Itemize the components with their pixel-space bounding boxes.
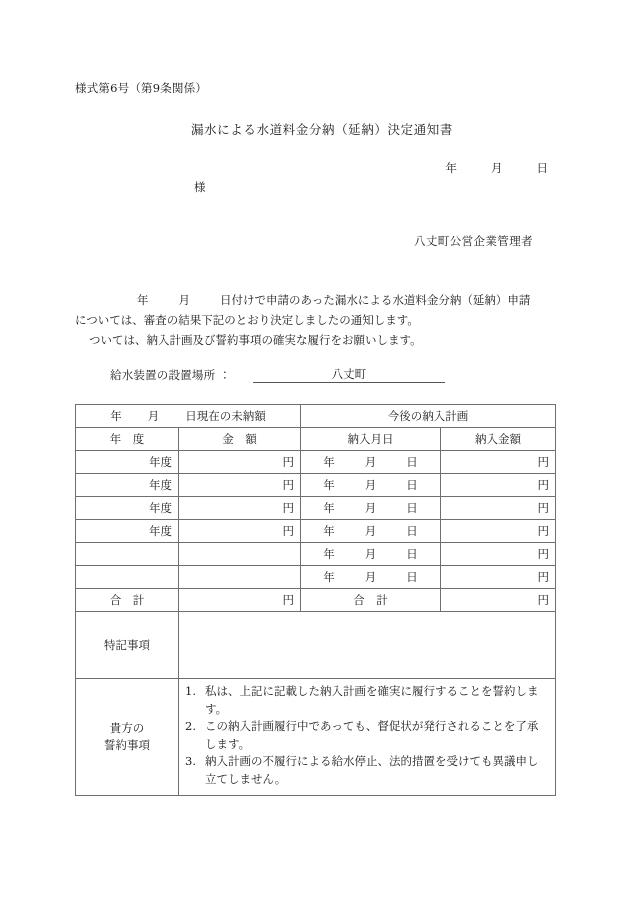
cell-date-year: 年 <box>323 455 335 469</box>
cell-date-year: 年 <box>323 570 335 584</box>
issue-date-month: 月 <box>491 161 503 175</box>
cell-amount[interactable] <box>179 543 301 566</box>
special-notes-row <box>76 612 556 679</box>
table-row[interactable] <box>76 520 556 543</box>
cell-fiscal-year[interactable]: 年度 <box>76 474 179 497</box>
cell-payment-amount[interactable]: 円 <box>441 543 556 566</box>
cell-amount[interactable]: 円 <box>179 520 301 543</box>
cell-amount[interactable]: 円 <box>179 497 301 520</box>
table-row[interactable] <box>76 451 556 474</box>
document-title: 漏水による水道料金分納（延納）決定通知書 <box>190 122 453 137</box>
header-unpaid-amount <box>76 405 301 428</box>
pledge-label <box>76 679 179 796</box>
cell-fiscal-year[interactable] <box>76 566 179 589</box>
cell-fiscal-year[interactable]: 年度 <box>76 451 179 474</box>
table-row[interactable] <box>76 566 556 589</box>
table-row[interactable] <box>76 474 556 497</box>
pledge-row <box>76 679 556 796</box>
cell-payment-amount[interactable]: 円 <box>441 474 556 497</box>
pledge-item-number: 3. <box>185 754 196 768</box>
table-row[interactable] <box>76 543 556 566</box>
issuer-name: 八丈町公営企業管理者 <box>414 234 533 248</box>
cell-payment-date[interactable] <box>301 520 441 543</box>
cell-payment-amount[interactable]: 円 <box>441 451 556 474</box>
cell-date-year: 年 <box>323 478 335 492</box>
header-unpaid-rest: 日現在の未納額 <box>185 409 266 423</box>
table-total-row <box>76 589 556 612</box>
cell-date-month: 月 <box>364 547 377 561</box>
cell-payment-date[interactable] <box>301 474 441 497</box>
cell-payment-amount[interactable]: 円 <box>441 520 556 543</box>
supply-location-row <box>110 367 445 383</box>
table-column-header-row <box>76 428 556 451</box>
cell-date-day: 日 <box>406 547 418 561</box>
header-unpaid-year: 年 <box>110 409 122 423</box>
cell-fiscal-year[interactable] <box>76 543 179 566</box>
header-fiscal-year: 年 度 <box>76 428 179 451</box>
cell-payment-date[interactable] <box>301 497 441 520</box>
cell-amount[interactable]: 円 <box>179 474 301 497</box>
cell-date-year: 年 <box>323 547 335 561</box>
addressee-honorific: 様 <box>194 180 206 194</box>
pledge-label-line-1: 貴方の <box>109 721 145 735</box>
cell-payment-date[interactable] <box>301 543 441 566</box>
cell-date-month: 月 <box>364 501 377 515</box>
cell-date-month: 月 <box>364 478 377 492</box>
header-future-plan: 今後の納入計画 <box>301 405 556 428</box>
table-row[interactable] <box>76 497 556 520</box>
pledge-item <box>185 753 547 788</box>
application-date-month: 月 <box>178 293 190 307</box>
header-payment-date: 納入月日 <box>301 428 441 451</box>
total-amount-right[interactable]: 円 <box>441 589 556 612</box>
cell-fiscal-year[interactable]: 年度 <box>76 520 179 543</box>
application-date-rest: 日付けで申請のあった漏水による水道料金分納（延納）申請 <box>220 293 531 307</box>
cell-date-day: 日 <box>406 524 418 538</box>
pledge-item-number: 1. <box>185 684 196 698</box>
header-unpaid-month: 月 <box>147 409 160 423</box>
header-payment-amount: 納入金額 <box>441 428 556 451</box>
form-number: 様式第6号（第9条関係） <box>75 81 208 95</box>
total-label-right: 合 計 <box>301 589 441 612</box>
body-line-2: については、審査の結果下記のとおり決定しましたの通知します。 <box>75 313 419 327</box>
total-label-left: 合 計 <box>76 589 179 612</box>
cell-date-year: 年 <box>323 501 335 515</box>
header-amount: 金 額 <box>179 428 301 451</box>
body-text <box>75 290 555 350</box>
supply-location-label: 給水装置の設置場所 ： <box>110 368 231 382</box>
cell-date-day: 日 <box>406 455 418 469</box>
pledge-item-text: 納入計画の不履行による給水停止、法的措置を受けても異議申し立てしません。 <box>205 754 539 786</box>
cell-date-day: 日 <box>406 478 418 492</box>
cell-date-day: 日 <box>406 501 418 515</box>
cell-date-day: 日 <box>406 570 418 584</box>
cell-date-month: 月 <box>364 524 377 538</box>
cell-date-month: 月 <box>364 455 377 469</box>
issue-date <box>446 160 549 176</box>
total-amount-left[interactable]: 円 <box>179 589 301 612</box>
pledge-content <box>179 679 556 796</box>
table-group-header-row <box>76 405 556 428</box>
payment-plan-table <box>75 404 556 796</box>
pledge-label-line-2: 誓約事項 <box>104 738 150 752</box>
cell-date-month: 月 <box>364 570 377 584</box>
pledge-item-text: 私は、上記に記載した納入計画を確実に履行することを誓約します。 <box>205 684 539 716</box>
cell-fiscal-year[interactable]: 年度 <box>76 497 179 520</box>
cell-date-year: 年 <box>323 524 335 538</box>
cell-amount[interactable] <box>179 566 301 589</box>
special-notes-label: 特記事項 <box>76 612 179 679</box>
body-line-3: ついては、納入計画及び誓約事項の確実な履行をお願いします。 <box>89 333 422 347</box>
cell-payment-date[interactable] <box>301 451 441 474</box>
pledge-item <box>185 683 547 718</box>
issue-date-year: 年 <box>445 161 457 175</box>
supply-location-value[interactable]: 八丈町 <box>253 367 445 383</box>
pledge-item-list <box>185 683 547 788</box>
special-notes-field[interactable] <box>179 612 556 679</box>
issue-date-day: 日 <box>536 161 548 175</box>
cell-payment-amount[interactable]: 円 <box>441 497 556 520</box>
cell-payment-date[interactable] <box>301 566 441 589</box>
pledge-item-number: 2. <box>185 719 196 733</box>
pledge-item <box>185 718 547 753</box>
body-line-1 <box>75 290 555 310</box>
cell-amount[interactable]: 円 <box>179 451 301 474</box>
pledge-item-text: この納入計画履行中であっても、督促状が発行されることを了承します。 <box>205 719 539 751</box>
application-date-year: 年 <box>137 293 149 307</box>
cell-payment-amount[interactable]: 円 <box>441 566 556 589</box>
